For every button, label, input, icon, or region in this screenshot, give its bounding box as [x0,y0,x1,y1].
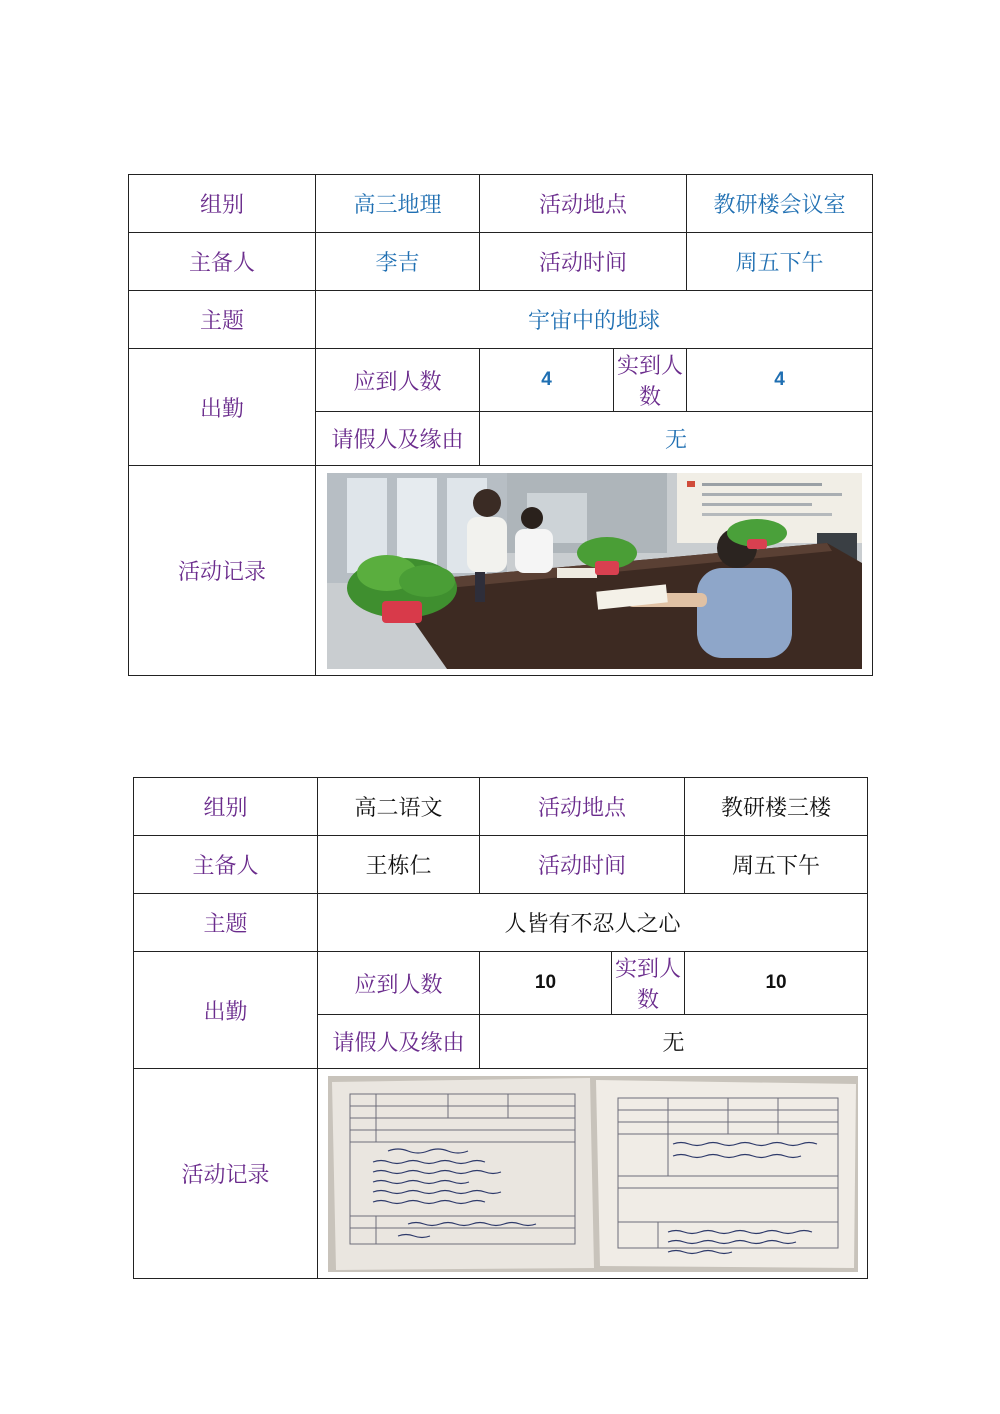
group-label: 组别 [134,778,318,836]
time-value: 周五下午 [685,836,868,894]
expected-value: 4 [480,349,614,412]
actual-value: 4 [687,349,873,412]
expected-value: 10 [480,952,612,1015]
time-label: 活动时间 [480,233,687,291]
attendance-label: 出勤 [129,349,316,466]
expected-label: 应到人数 [316,349,480,412]
actual-value: 10 [685,952,868,1015]
place-label: 活动地点 [480,778,685,836]
place-label: 活动地点 [480,175,687,233]
meeting-photo [327,473,862,669]
actual-label: 实到人数 [612,952,685,1015]
place-value: 教研楼三楼 [685,778,868,836]
attendance-label: 出勤 [134,952,318,1069]
topic-value: 人皆有不忍人之心 [318,894,868,952]
record-label: 活动记录 [134,1069,318,1279]
record-label: 活动记录 [129,466,316,676]
place-value: 教研楼会议室 [687,175,873,233]
leave-value: 无 [480,412,873,466]
leave-label: 请假人及缘由 [318,1015,480,1069]
time-label: 活动时间 [480,836,685,894]
record-photo-cell [318,1069,868,1279]
expected-label: 应到人数 [318,952,480,1015]
activity-record-table-1 [128,174,873,676]
record-photo-cell [316,466,873,676]
host-value: 李吉 [316,233,480,291]
actual-label: 实到人数 [614,349,687,412]
leave-label: 请假人及缘由 [316,412,480,466]
activity-record-table-2 [133,777,868,1279]
topic-label: 主题 [129,291,316,349]
host-label: 主备人 [134,836,318,894]
record-sheets-photo [328,1076,858,1272]
group-value: 高二语文 [318,778,480,836]
topic-value: 宇宙中的地球 [316,291,873,349]
topic-label: 主题 [134,894,318,952]
host-value: 王栋仁 [318,836,480,894]
time-value: 周五下午 [687,233,873,291]
host-label: 主备人 [129,233,316,291]
leave-value: 无 [480,1015,868,1069]
group-value: 高三地理 [316,175,480,233]
group-label: 组别 [129,175,316,233]
